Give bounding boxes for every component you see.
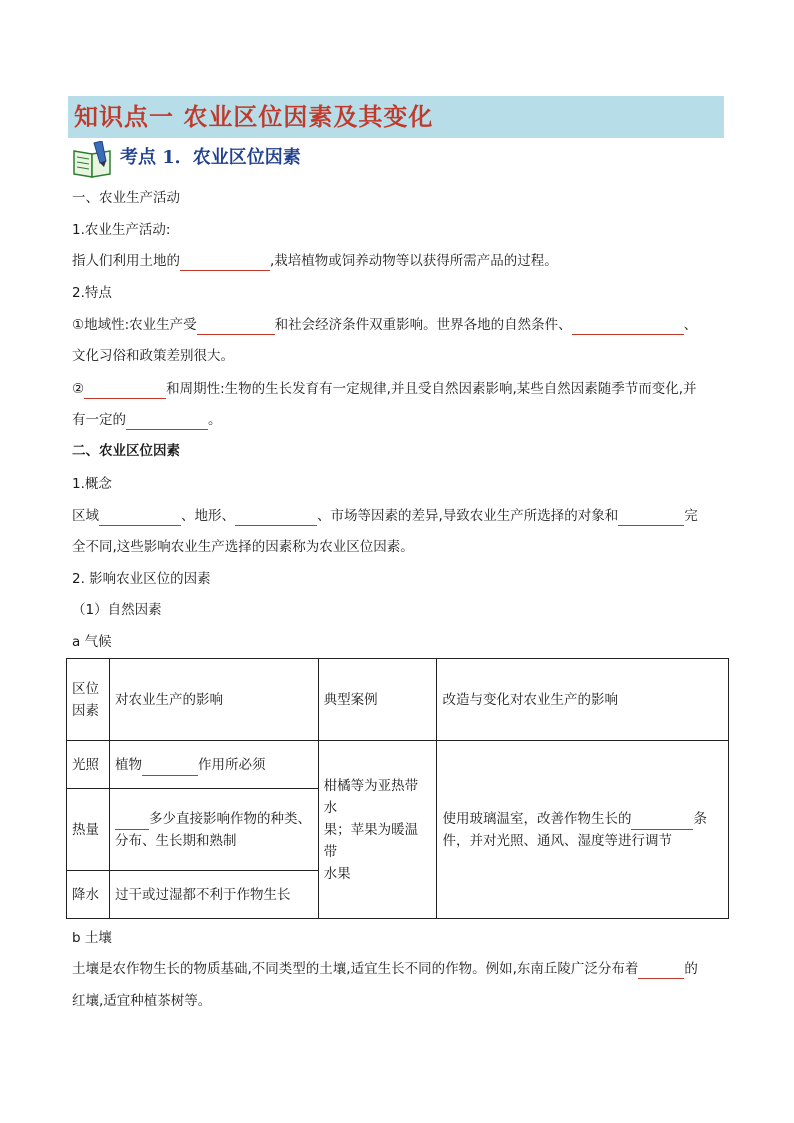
part1-item1-text: [72, 251, 558, 271]
table-cell: [109, 741, 318, 789]
table-cell-case: [318, 741, 437, 919]
case-line: 柑橘等为亚热带水: [323, 777, 419, 816]
text-segment: 指人们利用土地的: [72, 253, 180, 269]
fill-blank[interactable]: [99, 509, 181, 526]
header-line: 区位: [72, 680, 99, 697]
table-cell-change: [437, 741, 729, 919]
fill-blank[interactable]: [126, 413, 208, 430]
page-title: 知识点一 农业区位因素及其变化: [74, 102, 434, 131]
section-header: [72, 141, 472, 179]
table-cell: 过干或过湿都不利于作物生长: [109, 871, 318, 919]
table-header-cell: 改造与变化对农业生产的影响: [437, 659, 729, 741]
table-header-cell: 对农业生产的影响: [109, 659, 318, 741]
text-segment: 和周期性:生物的生长发育有一定规律,并且受自然因素影响,某些自然因素随季节而变化,并: [166, 381, 697, 397]
part1-item2-title: 2.特点: [72, 285, 112, 301]
case-line: 果；苹果为暖温带: [323, 821, 419, 860]
part1-title: 一、农业生产活动: [72, 190, 180, 206]
part2-sub1: （1）自然因素: [72, 602, 162, 618]
part1-point1: [72, 315, 697, 335]
part1-point2: [72, 379, 697, 399]
text-segment: 作用所必须: [197, 756, 266, 773]
table-cell: 光照: [67, 741, 110, 789]
text-segment: 和社会经济条件双重影响。世界各地的自然条件、: [274, 317, 572, 333]
header-line: 因素: [72, 702, 99, 719]
fill-blank[interactable]: [197, 318, 275, 335]
fill-blank[interactable]: [638, 962, 684, 979]
text-segment: 植物: [114, 756, 142, 773]
text-segment: 的: [684, 961, 698, 977]
table-row: [67, 741, 729, 789]
text-segment: 土壤是农作物生长的物质基础,不同类型的土壤,适宜生长不同的作物。例如,东南丘陵广泛分布着: [72, 961, 639, 977]
table-header-cell: 典型案例: [318, 659, 437, 741]
book-pen-icon: [72, 141, 114, 179]
part2-item2-title: 2. 影响农业区位的因素: [72, 571, 211, 587]
text-segment: 件，并对光照、通风、湿度等进行调节: [442, 832, 672, 849]
fill-blank[interactable]: [631, 814, 693, 830]
fill-blank[interactable]: [235, 509, 317, 526]
text-segment: 使用玻璃温室，改善作物生长的: [442, 810, 632, 827]
text-segment: 、地形、: [181, 508, 235, 524]
part2-concept-line2: 全不同,这些影响农业生产选择的因素称为农业区位因素。: [72, 539, 414, 555]
text-segment: 、: [683, 317, 698, 333]
table-cell: 降水: [67, 871, 110, 919]
soil-text-line2: 红壤,适宜种植茶树等。: [72, 993, 212, 1009]
soil-text: [72, 959, 698, 979]
text-segment: 条: [693, 810, 707, 827]
section-label: 考点 1．农业区位因素: [120, 147, 301, 168]
text-segment: 多少直接影响作物的种类、: [148, 810, 311, 827]
text-segment: 分布、生长期和熟制: [114, 832, 237, 849]
text-segment: ②: [72, 381, 85, 397]
text-segment: 有一定的: [72, 412, 126, 428]
part2-title: 二、农业区位因素: [72, 443, 180, 459]
text-segment: ,栽培植物或饲养动物等以获得所需产品的过程。: [270, 253, 558, 269]
table-header-cell: [67, 659, 110, 741]
fill-blank[interactable]: [84, 382, 166, 399]
fill-blank[interactable]: [142, 760, 198, 776]
text-segment: 。: [208, 412, 222, 428]
part1-point2-line2: [72, 410, 222, 430]
climate-table: [66, 658, 729, 919]
fill-blank[interactable]: [618, 509, 684, 526]
heading-bar: [68, 96, 724, 138]
text-segment: 区域: [72, 508, 99, 524]
part1-point1-line2: 文化习俗和政策差别很大。: [72, 348, 234, 364]
case-line: 水果: [323, 865, 351, 882]
text-segment: ①地域性:农业生产受: [72, 317, 197, 333]
fill-blank[interactable]: [180, 254, 270, 271]
fill-blank[interactable]: [115, 814, 149, 830]
table-cell: [109, 789, 318, 871]
text-segment: 完: [684, 508, 698, 524]
table-header-row: [67, 659, 729, 741]
part2-sub-a: a 气候: [72, 634, 112, 650]
fill-blank[interactable]: [572, 318, 684, 335]
soil-title: b 土壤: [72, 930, 112, 946]
part2-item1-title: 1.概念: [72, 476, 112, 492]
part1-item1-title: 1.农业生产活动:: [72, 222, 171, 238]
text-segment: 、市场等因素的差异,导致农业生产所选择的对象和: [317, 508, 619, 524]
part2-concept: [72, 506, 698, 526]
table-cell: 热量: [67, 789, 110, 871]
